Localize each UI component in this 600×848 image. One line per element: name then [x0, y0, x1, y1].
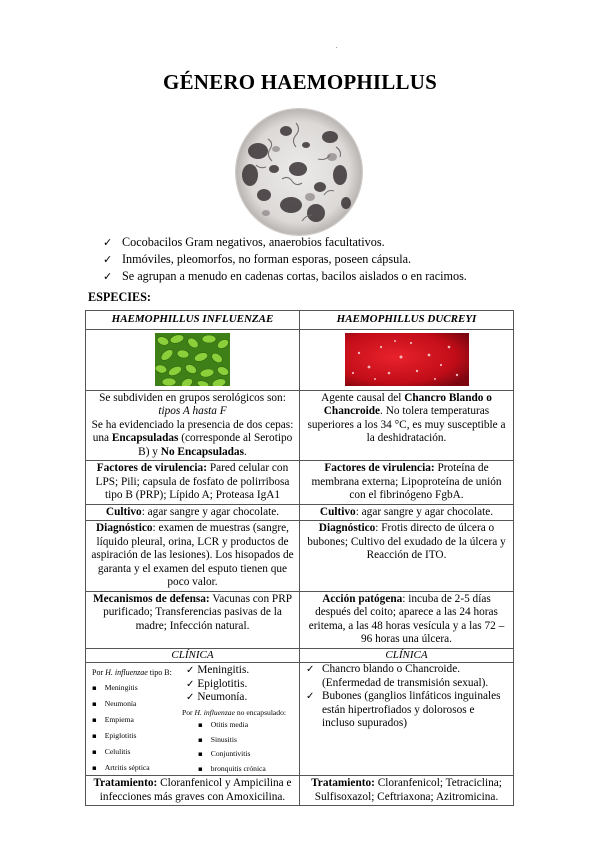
table-row	[86, 648, 514, 663]
page-mark: .	[336, 44, 338, 50]
list-item: ✓ Meningitis.	[186, 664, 250, 676]
table-row	[86, 329, 514, 390]
ducreyi-virulence: Factores de virulencia: Proteína de membrana externa; Lipoproteína de unión con el fibrinógeno FgbA.	[300, 461, 514, 505]
header-ducreyi: HAEMOPHILLUS DUCREYI	[300, 311, 514, 330]
influenzae-clinical-header: CLÍNICA	[86, 648, 300, 663]
list-item: ▪ Sinusitis	[198, 733, 266, 748]
type-b-list	[92, 680, 150, 776]
non-encapsulated-title: Por H. influenzae no encapsulado:	[182, 708, 287, 717]
species-heading: ESPECIES:	[88, 290, 151, 304]
list-item: ▪ Neumonía	[92, 696, 150, 712]
ducreyi-clinical	[300, 663, 514, 776]
influenzae-culture: Cultivo: agar sangre y agar chocolate.	[86, 504, 300, 521]
table-row	[86, 461, 514, 505]
feature-list	[100, 234, 467, 285]
check-icon: ✓	[103, 236, 113, 249]
check-icon: ✓	[306, 691, 315, 702]
check-icon: ✓	[103, 270, 113, 283]
table-row	[86, 776, 514, 806]
image-cell	[300, 329, 514, 390]
table-row	[86, 591, 514, 648]
list-item: ▪ Otitis media	[198, 718, 266, 733]
ducreyi-treatment: Tratamiento: Cloranfenicol; Tetraciclina; Sulfisoxazol; Ceftriaxona; Azitromicina.	[300, 776, 514, 806]
list-item: ✓ Cocobacilos Gram negativos, anaerobios facultativos.	[103, 235, 385, 249]
non-encapsulated-list	[198, 718, 266, 776]
influenzae-check-list	[186, 664, 249, 705]
list-item: ▪ Epiglotitis	[92, 728, 150, 744]
influenzae-treatment: Tratamiento: Cloranfenicol y Ampicilina e infecciones más graves con Amoxicilina.	[86, 776, 300, 806]
list-item: ▪ Empiema	[92, 712, 150, 728]
header-influenzae: HAEMOPHILLUS INFLUENZAE	[86, 311, 300, 330]
list-item: ✓ Bubones (ganglios linfáticos inguinales están hipertrofiados y dolorosos e incluso supurados)	[306, 690, 501, 729]
ducreyi-clinical-header: CLÍNICA	[300, 648, 514, 663]
list-item: ✓ Epiglotitis.	[186, 677, 248, 690]
list-item: ▪ bronquitis crónica	[198, 762, 266, 777]
list-item: ▪ Conjuntivitis	[198, 747, 266, 762]
table-row	[86, 663, 514, 776]
table-row	[86, 521, 514, 592]
page-title: GÉNERO HAEMOPHILLUS	[163, 70, 437, 94]
image-cell	[86, 329, 300, 390]
list-item: ✓ Inmóviles, pleomorfos, no forman esporas, poseen cápsula.	[103, 252, 412, 266]
ducreyi-diagnosis: Diagnóstico: Frotis directo de úlcera o bubones; Cultivo del exudado de la úlcera y Reacción de ITO.	[300, 521, 514, 592]
list-item: ✓ Chancro blando o Chancroide. (Enfermedad de transmisión sexual).	[306, 663, 489, 689]
influenzae-serogroups: Se subdividen en grupos serológicos son: tipos A hasta F Se ha evidenciado la presencia de dos cepas: una Encapsuladas (corresponde al Serotipo B) y No Encapsuladas.	[86, 390, 300, 461]
check-icon: ✓	[306, 664, 315, 675]
type-b-title: Por H. influenzae tipo B:	[92, 668, 172, 677]
microscope-image	[235, 108, 363, 236]
influenzae-diagnosis: Diagnóstico: examen de muestras (sangre, líquido pleural, orina, LCR y productos de aspiración de las lesiones). Los hisopados de garanta y el examen del esputo tienen que poco valor.	[86, 521, 300, 592]
check-icon: ✓	[186, 692, 195, 703]
influenzae-clinical	[86, 663, 300, 776]
influenzae-culture-image	[155, 333, 230, 386]
species-table	[85, 310, 514, 806]
ducreyi-culture: Cultivo: agar sangre y agar chocolate.	[300, 504, 514, 521]
check-icon: ✓	[186, 665, 195, 676]
ducreyi-description: Agente causal del Chancro Blando o Chancroide. No tolera temperaturas superiores a los 34 °C, es muy susceptible a la deshidratación.	[300, 390, 514, 461]
list-item: ▪ Artritis séptica	[92, 760, 150, 776]
table-row	[86, 390, 514, 461]
list-item: ▪ Meningitis	[92, 680, 150, 696]
check-icon: ✓	[103, 253, 113, 266]
influenzae-defense: Mecanismos de defensa: Vacunas con PRP purificado; Transferencias pasivas de la madre; Infección natural.	[86, 591, 300, 648]
table-row	[86, 311, 514, 330]
list-item: ▪ Celulitis	[92, 744, 150, 760]
ducreyi-culture-image	[345, 333, 469, 386]
check-icon: ✓	[186, 678, 195, 690]
ducreyi-check-list	[304, 663, 509, 731]
table-row	[86, 504, 514, 521]
list-item: ✓ Neumonía.	[186, 691, 248, 703]
influenzae-virulence: Factores de virulencia: Pared celular con LPS; Pili; capsula de fosfato de polirribosa tipo B (PRP); Lípido A; Proteasa IgA1	[86, 461, 300, 505]
ducreyi-pathogenic-action: Acción patógena: incuba de 2-5 días después del coito; aparece a las 24 horas eritema, a las 48 horas vesícula y a las 72 – 96 horas una úlcera.	[300, 591, 514, 648]
list-item: ✓ Se agrupan a menudo en cadenas cortas, bacilos aislados o en racimos.	[103, 269, 467, 283]
